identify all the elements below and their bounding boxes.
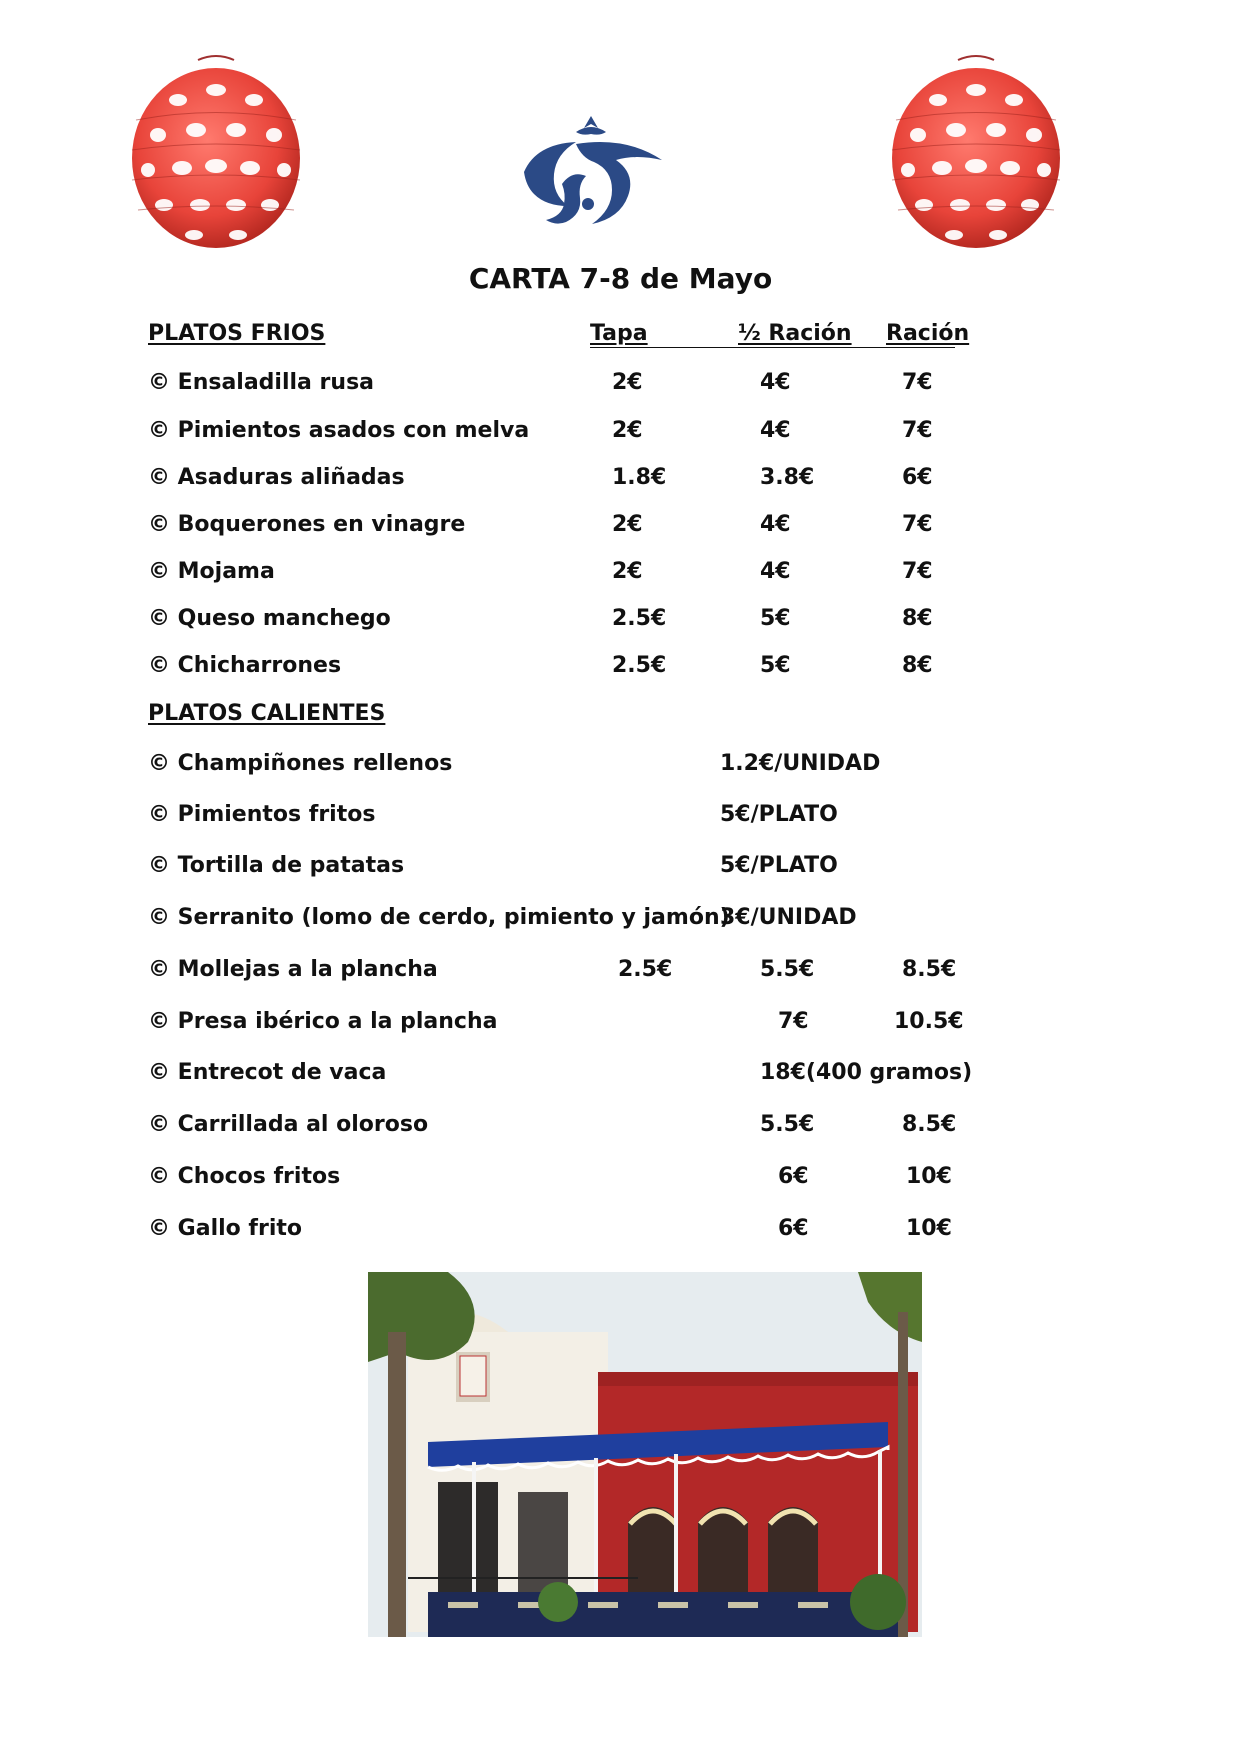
cold-item-media: 4€ bbox=[760, 512, 791, 537]
cold-item-name: © Pimientos asados con melva bbox=[148, 418, 530, 443]
header-underline bbox=[590, 347, 955, 348]
section-heading-hot: PLATOS CALIENTES bbox=[148, 701, 386, 726]
hot-item-name: © Tortilla de patatas bbox=[148, 853, 405, 878]
hot-item-media: 7€ bbox=[778, 1009, 809, 1034]
column-header-tapa: Tapa bbox=[590, 321, 648, 346]
hot-item-price: 1.2€/UNIDAD bbox=[720, 751, 881, 776]
cold-item-tapa: 2.5€ bbox=[612, 653, 667, 678]
cold-item-racion: 8€ bbox=[902, 653, 933, 678]
hot-item-racion: 8.5€ bbox=[902, 957, 957, 982]
hot-item-name: © Serranito (lomo de cerdo, pimiento y jamón) bbox=[148, 905, 730, 930]
hot-item-racion: 10.5€ bbox=[894, 1009, 964, 1034]
cold-item-name: © Ensaladilla rusa bbox=[148, 370, 375, 395]
hot-item-name: © Presa ibérico a la plancha bbox=[148, 1009, 498, 1034]
cold-item-racion: 6€ bbox=[902, 465, 933, 490]
cold-item-tapa: 2€ bbox=[612, 512, 643, 537]
hot-item-media: 5.5€ bbox=[760, 1112, 815, 1137]
hot-item-price: 18€(400 gramos) bbox=[760, 1060, 973, 1085]
hot-item-price: 5€/PLATO bbox=[720, 853, 838, 878]
hot-item-racion: 8.5€ bbox=[902, 1112, 957, 1137]
hot-item-price: 3€/UNIDAD bbox=[720, 905, 857, 930]
cold-item-media: 3.8€ bbox=[760, 465, 815, 490]
cold-item-tapa: 2€ bbox=[612, 559, 643, 584]
cold-item-name: © Asaduras aliñadas bbox=[148, 465, 405, 490]
casino-logo-icon bbox=[516, 114, 666, 234]
hot-item-name: © Pimientos fritos bbox=[148, 802, 376, 827]
venue-photo bbox=[368, 1272, 922, 1637]
section-heading-cold: PLATOS FRIOS bbox=[148, 321, 326, 346]
cold-item-name: © Queso manchego bbox=[148, 606, 391, 631]
column-header-media-racion: ½ Ración bbox=[738, 321, 852, 346]
cold-item-tapa: 2.5€ bbox=[612, 606, 667, 631]
hot-item-name: © Gallo frito bbox=[148, 1216, 303, 1241]
hot-item-media: 6€ bbox=[778, 1216, 809, 1241]
hot-item-media: 6€ bbox=[778, 1164, 809, 1189]
cold-item-racion: 7€ bbox=[902, 370, 933, 395]
page-title: CARTA 7-8 de Mayo bbox=[468, 262, 773, 295]
cold-item-name: © Mojama bbox=[148, 559, 275, 584]
hot-item-name: © Entrecot de vaca bbox=[148, 1060, 387, 1085]
cold-item-racion: 8€ bbox=[902, 606, 933, 631]
cold-item-racion: 7€ bbox=[902, 512, 933, 537]
hot-item-name: © Champiñones rellenos bbox=[148, 751, 453, 776]
cold-item-racion: 7€ bbox=[902, 559, 933, 584]
hot-item-media: 5.5€ bbox=[760, 957, 815, 982]
hot-item-racion: 10€ bbox=[906, 1164, 952, 1189]
cold-item-tapa: 2€ bbox=[612, 418, 643, 443]
cold-item-name: © Chicharrones bbox=[148, 653, 342, 678]
column-header-racion: Ración bbox=[886, 321, 970, 346]
cold-item-tapa: 1.8€ bbox=[612, 465, 667, 490]
lantern-right-icon bbox=[888, 50, 1064, 250]
lantern-left-icon bbox=[128, 50, 304, 250]
cold-item-racion: 7€ bbox=[902, 418, 933, 443]
cold-item-media: 5€ bbox=[760, 606, 791, 631]
cold-item-tapa: 2€ bbox=[612, 370, 643, 395]
hot-item-name: © Chocos fritos bbox=[148, 1164, 341, 1189]
hot-item-tapa: 2.5€ bbox=[618, 957, 673, 982]
cold-item-media: 4€ bbox=[760, 559, 791, 584]
hot-item-price: 5€/PLATO bbox=[720, 802, 838, 827]
cold-item-media: 4€ bbox=[760, 370, 791, 395]
cold-item-media: 4€ bbox=[760, 418, 791, 443]
cold-item-media: 5€ bbox=[760, 653, 791, 678]
hot-item-racion: 10€ bbox=[906, 1216, 952, 1241]
hot-item-name: © Carrillada al oloroso bbox=[148, 1112, 429, 1137]
hot-item-name: © Mollejas a la plancha bbox=[148, 957, 438, 982]
cold-item-name: © Boquerones en vinagre bbox=[148, 512, 466, 537]
